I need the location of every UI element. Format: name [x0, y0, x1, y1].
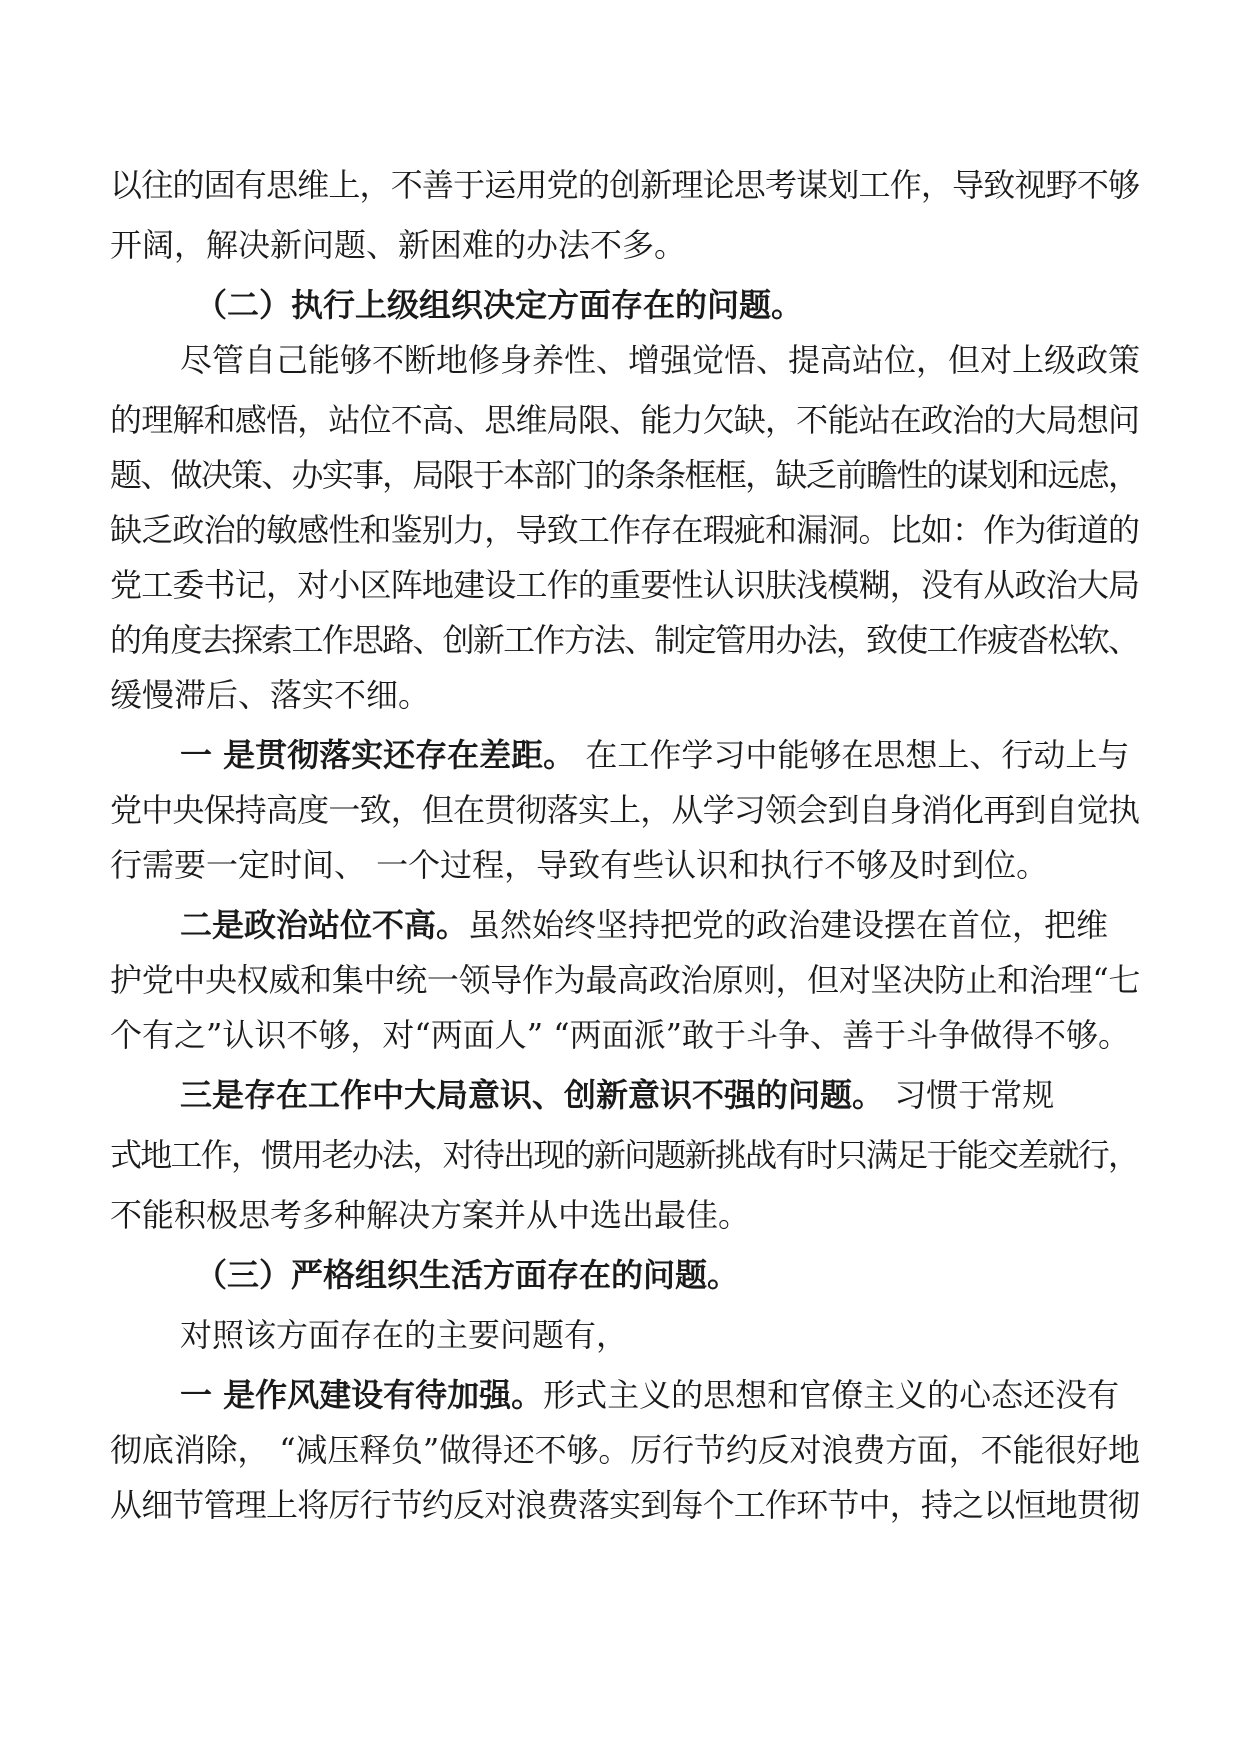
text-line: 开阔，解决新问题、新困难的办法不多。: [110, 226, 687, 264]
point-lead: 一 是贯彻落实还存在差距。: [180, 736, 576, 774]
text-line: 党工委书记，对小区阵地建设工作的重要性认识肤浅模糊，没有从政治大局: [110, 566, 1140, 604]
text-line: 的角度去探索工作思路、创新工作方法、制定管用办法，致使工作疲沓松软、: [110, 621, 1139, 659]
text-line: [180, 1375, 1140, 1415]
point-text: 形式主义的思想和官僚主义的心态还没有: [543, 1376, 1120, 1414]
point-lead: 二是政治站位不高。: [180, 906, 469, 944]
text-line: 从细节管理上将厉行节约反对浪费落实到每个工作环节中，持之以恒地贯彻: [110, 1486, 1140, 1524]
section-heading: （二）执行上级组织决定方面存在的问题。: [195, 286, 804, 324]
point-lead: 三是存在工作中大局意识、创新意识不强的问题。: [180, 1076, 885, 1114]
point-text: 虽然始终坚持把党的政治建设摆在首位，把维: [468, 906, 1109, 944]
text-line: 题、做决策、办实事，局限于本部门的条条框框，缺乏前瞻性的谋划和远虑，: [110, 456, 1139, 494]
section-heading: （三）严格组织生活方面存在的问题。: [195, 1256, 740, 1294]
point-text: 习惯于常规: [884, 1076, 1055, 1114]
text-line: 党中央保持高度一致，但在贯彻落实上，从学习领会到自身消化再到自觉执: [110, 791, 1140, 829]
text-line: 缓慢滞后、落实不细。: [110, 676, 431, 714]
text-line: 对照该方面存在的主要问题有，: [180, 1316, 629, 1354]
text-line: 式地工作，惯用老办法，对待出现的新问题新挑战有时只满足于能交差就行，: [110, 1136, 1139, 1174]
text-line: 个有之”认识不够，对“两面人” “两面派”敢于斗争、善于斗争做得不够。: [110, 1016, 1130, 1054]
text-line: 缺乏政治的敏感性和鉴别力，导致工作存在瑕疵和漏洞。比如：作为街道的: [110, 511, 1140, 549]
text-line: [180, 905, 1140, 945]
point-text: 在工作学习中能够在思想上、行动上与: [575, 736, 1130, 774]
text-line: 行需要一定时间、 一个过程，导致有些认识和执行不够及时到位。: [110, 846, 1049, 884]
text-line: 的理解和感悟，站位不高、思维局限、能力欠缺，不能站在政治的大局想问: [110, 401, 1140, 439]
text-line: [180, 1075, 1140, 1115]
text-line: 尽管自己能够不断地修身养性、增强觉悟、提高站位，但对上级政策: [180, 341, 1141, 379]
text-line: [180, 735, 1140, 775]
text-line: 护党中央权威和集中统一领导作为最高政治原则，但对坚决防止和治理“七: [110, 961, 1141, 999]
text-line: 不能积极思考多种解决方案并从中选出最佳。: [110, 1196, 751, 1234]
point-lead: 一 是作风建设有待加强。: [180, 1376, 544, 1414]
text-line: 以往的固有思维上，不善于运用党的创新理论思考谋划工作，导致视野不够: [110, 166, 1140, 204]
text-line: 彻底消除， “减压释负”做得还不够。厉行节约反对浪费方面，不能很好地: [110, 1431, 1140, 1469]
